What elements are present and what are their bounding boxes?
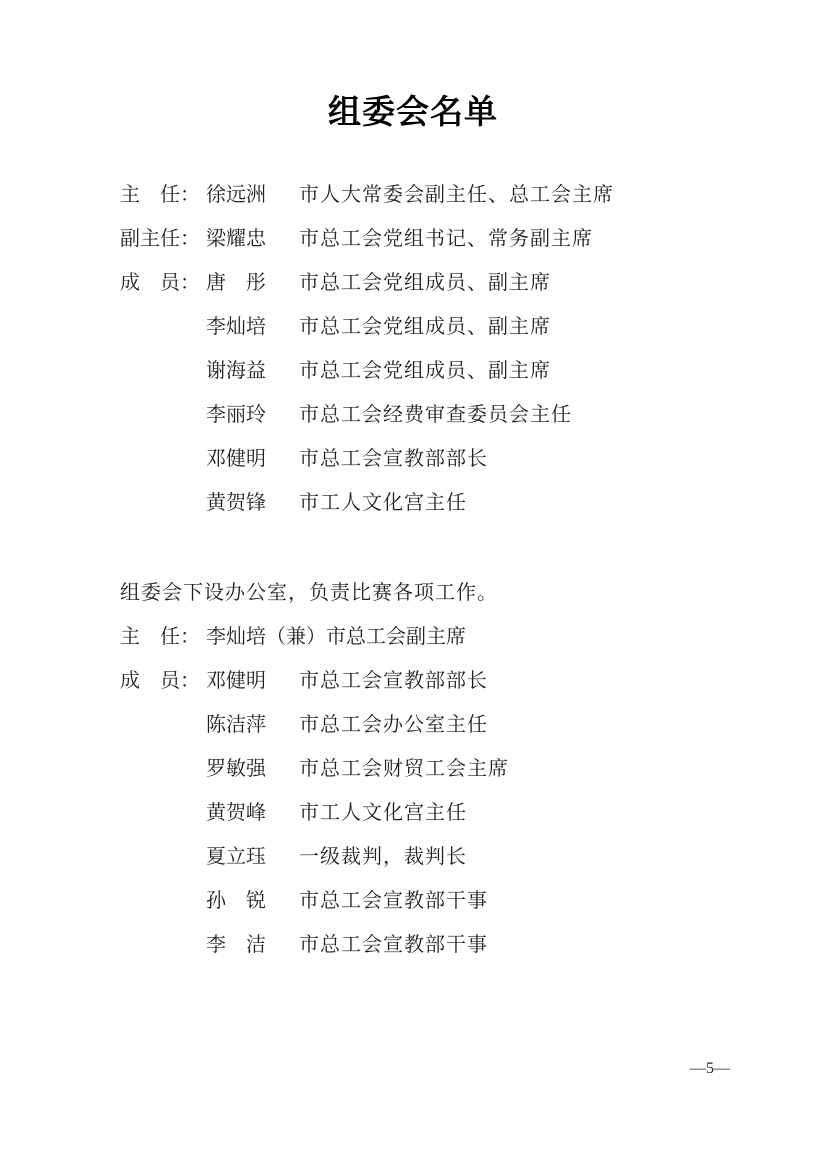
member-title: 市工人文化宫主任 — [299, 492, 467, 514]
committee-list — [120, 173, 740, 967]
member-title: 市总工会经费审查委员会主任 — [299, 404, 572, 426]
member-row — [120, 173, 740, 217]
member-name: 黄贺峰 — [206, 802, 266, 824]
member-title: 市工人文化宫主任 — [299, 802, 467, 824]
member-name: 李丽玲 — [206, 404, 266, 426]
member-name: 李 洁 — [206, 934, 266, 956]
member-name: 罗敏强 — [206, 758, 266, 780]
role-label: 成 员： — [120, 272, 200, 294]
member-name: 李灿培（兼）市总工会副主席 — [206, 626, 466, 648]
member-name: 夏立珏 — [206, 846, 266, 868]
member-row — [120, 835, 740, 879]
member-title: 市总工会党组书记、常务副主席 — [299, 228, 593, 250]
role-label — [120, 879, 206, 923]
role-label: 成 员： — [120, 670, 200, 692]
role-label — [120, 305, 206, 349]
role-label: 主 任： — [120, 184, 200, 206]
member-row — [120, 879, 740, 923]
member-title: 市总工会党组成员、副主席 — [299, 360, 551, 382]
member-title: 市总工会宣教部干事 — [299, 890, 488, 912]
page-title: 组委会名单 — [328, 93, 498, 130]
member-row — [120, 305, 740, 349]
role-label — [120, 923, 206, 967]
member-name: 孙 锐 — [206, 890, 266, 912]
member-row — [120, 481, 740, 525]
member-title: 一级裁判，裁判长 — [299, 846, 467, 868]
role-label — [120, 835, 206, 879]
member-title: 市总工会财贸工会主席 — [299, 758, 509, 780]
member-title: 市总工会办公室主任 — [299, 714, 488, 736]
member-name: 梁耀忠 — [206, 228, 266, 250]
role-label — [120, 349, 206, 393]
member-title: 市总工会党组成员、副主席 — [299, 272, 551, 294]
member-name: 徐远洲 — [206, 184, 266, 206]
member-row — [120, 393, 740, 437]
role-label — [120, 747, 206, 791]
role-label — [120, 791, 206, 835]
committee-group-office — [120, 615, 740, 967]
member-name: 邓健明 — [206, 670, 266, 692]
role-label: 副主任： — [120, 228, 200, 250]
role-label — [120, 437, 206, 481]
member-name: 唐 彤 — [206, 272, 266, 294]
member-row — [120, 217, 740, 261]
member-row — [120, 615, 740, 659]
role-label — [120, 703, 206, 747]
role-label: 主 任： — [120, 626, 200, 648]
member-row — [120, 747, 740, 791]
member-row — [120, 923, 740, 967]
office-note: 组委会下设办公室，负责比赛各项工作。 — [120, 582, 498, 604]
member-name: 邓健明 — [206, 448, 266, 470]
member-name: 黄贺锋 — [206, 492, 266, 514]
member-name: 李灿培 — [206, 316, 266, 338]
member-name: 陈洁萍 — [206, 714, 266, 736]
member-row — [120, 261, 740, 305]
member-title: 市人大常委会副主任、总工会主席 — [299, 184, 614, 206]
member-name: 谢海益 — [206, 360, 266, 382]
member-title: 市总工会宣教部部长 — [299, 448, 488, 470]
member-row — [120, 791, 740, 835]
member-title: 市总工会宣教部部长 — [299, 670, 488, 692]
role-label — [120, 393, 206, 437]
member-row — [120, 659, 740, 703]
member-row — [120, 437, 740, 481]
member-title: 市总工会党组成员、副主席 — [299, 316, 551, 338]
member-title: 市总工会宣教部干事 — [299, 934, 488, 956]
role-label — [120, 481, 206, 525]
committee-group-main — [120, 173, 740, 525]
member-row — [120, 349, 740, 393]
member-row — [120, 703, 740, 747]
page-number: —5— — [690, 1060, 730, 1077]
